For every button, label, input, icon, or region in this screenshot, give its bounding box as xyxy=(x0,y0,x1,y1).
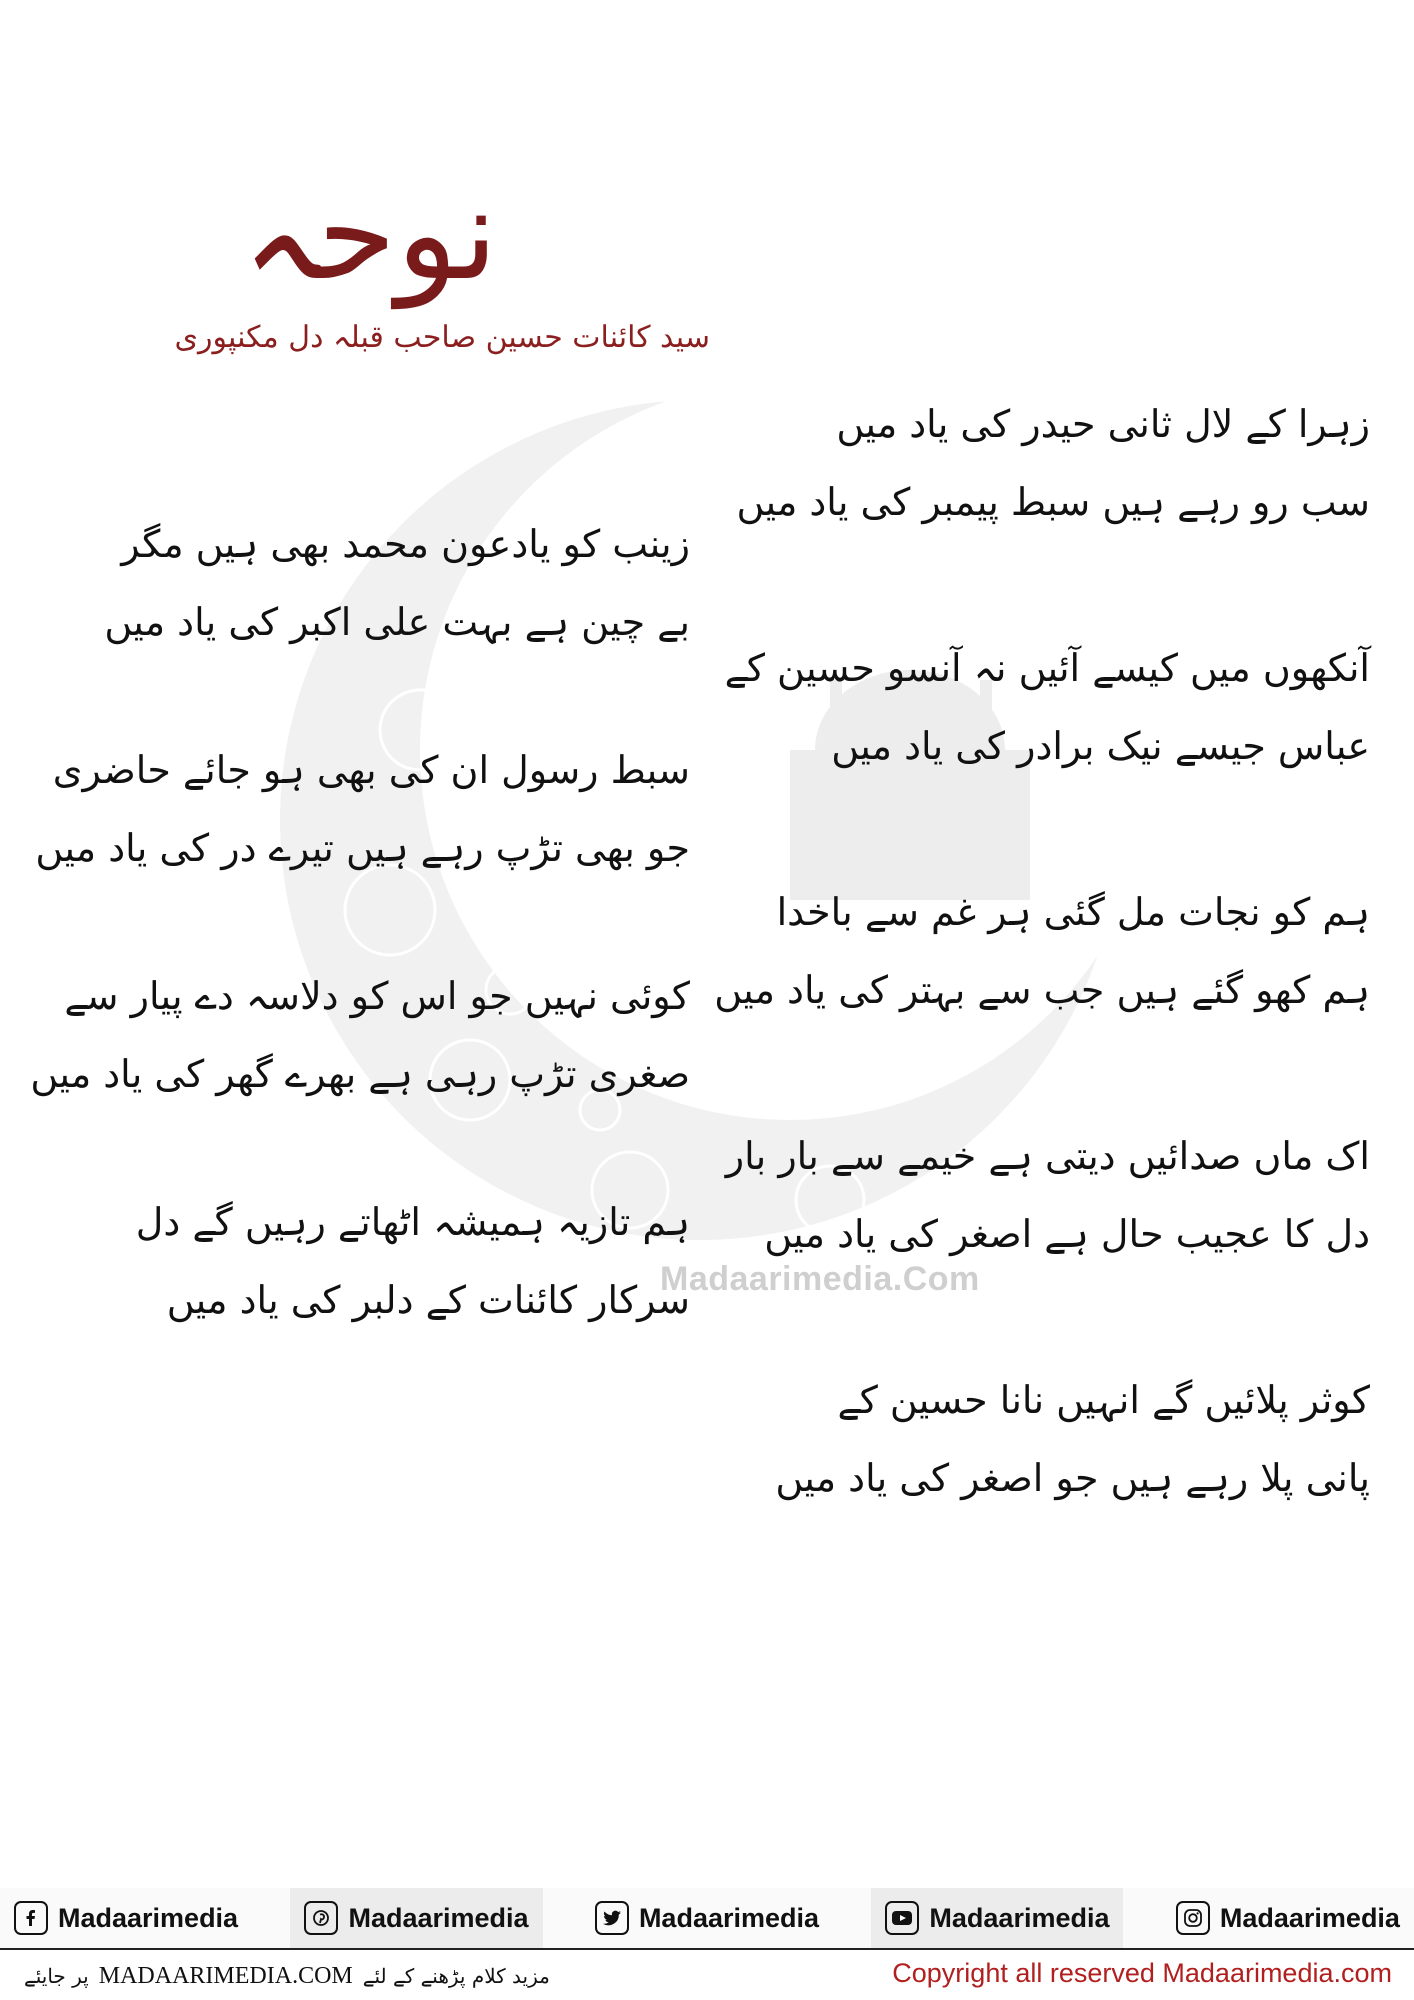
social-label: Madaarimedia xyxy=(1219,1902,1400,1933)
stanza xyxy=(35,731,690,887)
verse-line: کوثر پلائیں گے انہیں نانا حسین کے xyxy=(837,1378,1370,1422)
verse-line: سبط رسول ان کی بھی ہو جائے حاضری xyxy=(52,748,690,792)
copyright-text: Copyright all reserved Madaarimedia.com xyxy=(892,1958,1392,1988)
watermark-text: Madaarimedia.Com xyxy=(660,1260,980,1298)
verse-line: ہم تازیہ ہمیشہ اٹھاتے رہیں گے دل xyxy=(135,1200,690,1244)
stanza xyxy=(725,1117,1370,1273)
youtube-icon xyxy=(885,1901,919,1935)
verse-line: آنکھوں میں کیسے آئیں نہ آنسو حسین کے xyxy=(724,646,1370,690)
footer-site-link[interactable]: MADAARIMEDIA.COM xyxy=(98,1962,353,1989)
verse-line: جو بھی تڑپ رہے ہیں تیرے در کی یاد میں xyxy=(35,826,690,870)
social-link-pinterest[interactable] xyxy=(290,1888,542,1948)
facebook-icon xyxy=(14,1901,48,1935)
verse-line: صغری تڑپ رہی ہے بھرے گھر کی یاد میں xyxy=(30,1052,690,1096)
social-link-facebook[interactable] xyxy=(0,1888,252,1948)
stanza xyxy=(30,957,690,1113)
right-column xyxy=(714,385,1370,1605)
social-bar xyxy=(0,1888,1414,1950)
pinterest-icon xyxy=(304,1901,338,1935)
social-link-youtube[interactable] xyxy=(871,1888,1123,1948)
footer-urdu-before: مزید کلام پڑھنے کے لئے xyxy=(362,1964,550,1988)
stanza xyxy=(40,505,690,661)
social-label: Madaarimedia xyxy=(638,1902,820,1933)
stanza xyxy=(736,385,1370,541)
stanza xyxy=(740,1361,1370,1517)
verse-line: بے چین ہے بہت علی اکبر کی یاد میں xyxy=(104,600,690,644)
footer xyxy=(0,1950,1414,2000)
poet-name: سید کائنات حسین صاحب قبلہ دل مکنپوری xyxy=(174,320,710,355)
instagram-icon xyxy=(1176,1901,1210,1935)
verse-line: عباس جیسے نیک برادر کی یاد میں xyxy=(831,724,1370,768)
verse-line: زینب کو یادعون محمد بھی ہیں مگر xyxy=(121,522,690,566)
footer-visit-note xyxy=(24,1958,550,1994)
left-column xyxy=(30,505,690,1409)
stanza xyxy=(714,873,1370,1029)
stanza xyxy=(40,1183,690,1339)
social-label: Madaarimedia xyxy=(58,1902,239,1933)
page-title: نوحہ xyxy=(242,160,498,309)
verse-line: زہرا کے لال ثانی حیدر کی یاد میں xyxy=(836,402,1370,446)
stanza xyxy=(724,629,1370,785)
social-link-instagram[interactable] xyxy=(1162,1888,1414,1948)
social-label: Madaarimedia xyxy=(929,1902,1110,1933)
footer-urdu-after: پر جایئے xyxy=(24,1964,89,1988)
verse-line: سب رو رہے ہیں سبط پیمبر کی یاد میں xyxy=(736,480,1370,524)
social-link-twitter[interactable] xyxy=(581,1888,833,1948)
verse-line: سرکار کائنات کے دلبر کی یاد میں xyxy=(166,1278,690,1322)
verse-line: کوئی نہیں جو اس کو دلاسہ دے پیار سے xyxy=(64,974,690,1018)
verse-line: اک ماں صدائیں دیتی ہے خیمے سے بار بار xyxy=(725,1134,1370,1178)
verse-line: ہم کو نجات مل گئی ہر غم سے باخدا xyxy=(776,890,1370,934)
verse-line: پانی پلا رہے ہیں جو اصغر کی یاد میں xyxy=(775,1456,1370,1500)
twitter-icon xyxy=(595,1901,629,1935)
verse-line: ہم کھو گئے ہیں جب سے بہتر کی یاد میں xyxy=(714,968,1370,1012)
verse-line: دل کا عجیب حال ہے اصغر کی یاد میں xyxy=(764,1212,1370,1256)
social-label: Madaarimedia xyxy=(348,1902,529,1933)
